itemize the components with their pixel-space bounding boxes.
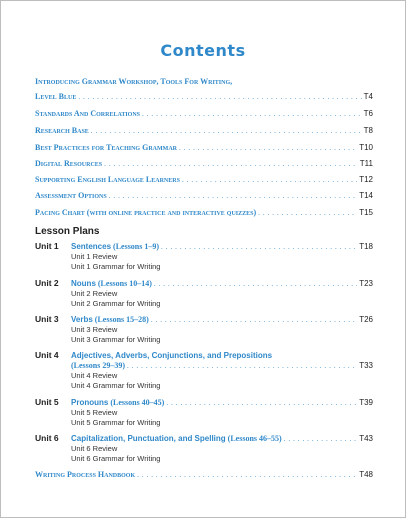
toc-entry-best-practices[interactable] (35, 143, 373, 153)
dot-leader (109, 191, 358, 201)
unit-label: Unit 6 (35, 433, 59, 443)
toc-entry-label: Best Practices for Teaching Grammar (35, 143, 177, 152)
unit-subitem: Unit 2 Review (71, 289, 118, 298)
toc-entry-intro[interactable] (35, 92, 373, 102)
unit-2-entry[interactable] (35, 278, 373, 309)
unit-lessons: (Lessons 1–9) (113, 242, 160, 251)
unit-5-entry[interactable] (35, 397, 373, 428)
dot-leader (127, 361, 357, 371)
unit-label: Unit 2 (35, 278, 59, 288)
unit-title: Sentences (71, 242, 112, 251)
unit-subitem: Unit 5 Grammar for Writing (71, 418, 161, 427)
toc-entry-label: Assessment Options (35, 191, 107, 200)
unit-label: Unit 3 (35, 314, 59, 324)
dot-leader (154, 279, 357, 289)
toc-page-number: T15 (359, 208, 373, 217)
dot-leader (104, 159, 358, 169)
toc-entry-label: Digital Resources (35, 159, 103, 168)
toc-page-number: T39 (359, 398, 373, 407)
unit-subitem: Unit 1 Review (71, 252, 118, 261)
unit-title: Verbs (71, 315, 93, 324)
toc-entry-ell[interactable] (35, 175, 373, 185)
unit-3-entry[interactable] (35, 314, 373, 345)
dot-leader (161, 242, 357, 252)
toc-page-number: T43 (359, 434, 373, 443)
toc-entry-assessment[interactable] (35, 191, 373, 201)
dot-leader (151, 315, 357, 325)
toc-page-number: T8 (363, 126, 373, 135)
dot-leader (179, 143, 357, 153)
unit-subitem: Unit 3 Review (71, 325, 118, 334)
toc-page-number: T26 (359, 315, 373, 324)
unit-4-entry[interactable] (35, 350, 373, 391)
unit-title: Nouns (71, 279, 96, 288)
toc-entry-label: Level Blue (35, 92, 77, 101)
dot-leader (78, 92, 361, 102)
unit-1-entry[interactable] (35, 241, 373, 272)
unit-label: Unit 4 (35, 350, 59, 360)
unit-lessons: (Lessons 10–14) (97, 279, 152, 288)
toc-page-number: T33 (359, 361, 373, 370)
unit-subitem: Unit 6 Grammar for Writing (71, 454, 161, 463)
toc-page-number: T23 (359, 279, 373, 288)
toc-entry-label: Standards And Correlations (35, 109, 141, 118)
dot-leader (258, 208, 357, 218)
toc-entry-handbook[interactable] (35, 470, 373, 480)
toc-page-number: T14 (359, 191, 373, 200)
unit-subitem: Unit 1 Grammar for Writing (71, 262, 161, 271)
toc-entry-digital[interactable] (35, 159, 373, 169)
toc-entry-label: Research Base (35, 126, 89, 135)
unit-title: Capitalization, Punctuation, and Spelling (71, 434, 226, 443)
unit-title: Pronouns (71, 398, 109, 407)
toc-page-number: T12 (359, 175, 373, 184)
unit-subitem: Unit 5 Review (71, 408, 118, 417)
toc-entry-standards[interactable] (35, 109, 373, 119)
toc-entry-label: Writing Process Handbook (35, 470, 136, 479)
toc-entry-pacing[interactable] (35, 208, 373, 218)
dot-leader (142, 109, 362, 119)
unit-subitem: Unit 6 Review (71, 444, 118, 453)
unit-lessons: (Lessons 46–55) (227, 434, 282, 443)
toc-page-number: T11 (359, 159, 373, 168)
toc-page-number: T48 (359, 470, 373, 479)
unit-lessons: (Lessons 40–45) (110, 398, 165, 407)
unit-6-entry[interactable] (35, 433, 373, 464)
unit-label: Unit 1 (35, 241, 59, 251)
unit-subitem: Unit 4 Grammar for Writing (71, 381, 161, 390)
unit-label: Unit 5 (35, 397, 59, 407)
toc-page-number: T10 (359, 143, 373, 152)
toc-entry-intro-line1: Introducing Grammar Workshop, Tools For Writing, (35, 77, 233, 86)
toc-entry-label: Pacing Chart (with online practice and interactive quizzes) (35, 208, 257, 217)
unit-title: Adjectives, Adverbs, Conjunctions, and Prepositions (71, 351, 273, 360)
dot-leader (137, 470, 357, 480)
toc-page-number: T6 (363, 109, 373, 118)
unit-subitem: Unit 3 Grammar for Writing (71, 335, 161, 344)
toc-entry-label: Supporting English Language Learners (35, 175, 180, 184)
unit-lessons: (Lessons 15–28) (94, 315, 149, 324)
unit-subitem: Unit 4 Review (71, 371, 118, 380)
dot-leader (284, 434, 358, 444)
dot-leader (91, 126, 362, 136)
toc-page-number: T4 (363, 92, 373, 101)
dot-leader (166, 398, 357, 408)
page-title: Contents (160, 41, 246, 60)
unit-subitem: Unit 2 Grammar for Writing (71, 299, 161, 308)
unit-lessons: (Lessons 29–39) (71, 361, 126, 370)
dot-leader (182, 175, 357, 185)
toc-page-number: T18 (359, 242, 373, 251)
toc-entry-research[interactable] (35, 126, 373, 136)
lesson-plans-heading: Lesson Plans (35, 226, 100, 237)
